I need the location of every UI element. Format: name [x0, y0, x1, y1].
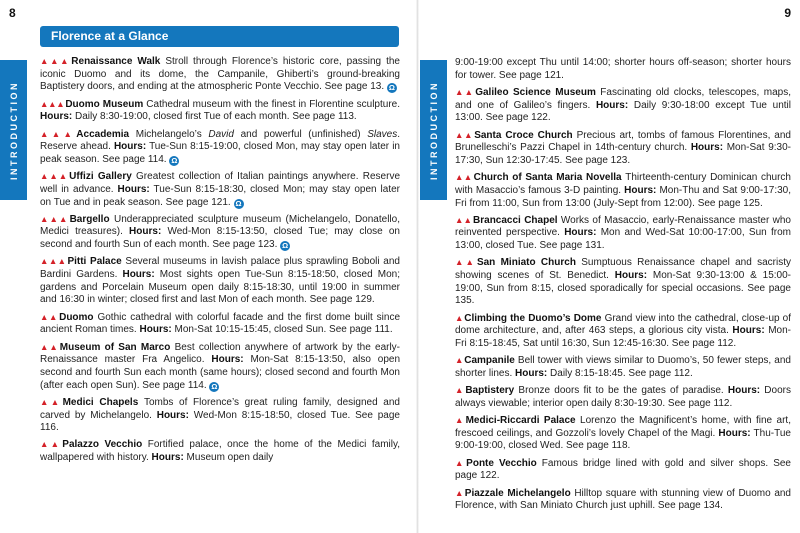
rating-triangles-icon: ▲▲▲ — [40, 213, 69, 224]
rating-triangles-icon: ▲ — [455, 415, 465, 426]
hours-label: Hours: — [727, 385, 761, 397]
section-header: Florence at a Glance — [40, 26, 399, 47]
hours-label: Hours: — [122, 269, 155, 281]
audio-tour-headphones-icon: Ω — [211, 381, 218, 391]
rating-triangles-icon: ▲▲▲ — [40, 98, 65, 109]
entry-text: Lorenzo the Magnificent’s home, with fine art, frescoed ceilings, and Gozzoli’s lovely Chapel of the Magi. — [455, 415, 791, 439]
sight-name: Renaissance Walk — [71, 56, 166, 67]
chapter-tab-left — [0, 60, 27, 200]
sight-entry — [40, 55, 400, 94]
rating-triangles-icon: ▲▲ — [40, 396, 62, 407]
rating-triangles-icon: ▲ — [455, 355, 464, 366]
rating-triangles-icon: ▲▲ — [455, 214, 473, 225]
entry-text: Tue-Sun 8:15-19:00, closed Mon, may stay open later in peak season. See page 114. — [40, 141, 400, 165]
rating-triangles-icon: ▲▲ — [40, 439, 62, 450]
sight-entry — [40, 213, 400, 252]
entry-text: Works of Masaccio, early-Renaissance master who reinvented perspective. — [455, 214, 791, 239]
entry-text: Daily 8:30-19:00, closed first Tue of each month. See page 113. — [72, 111, 357, 123]
audio-tour-headphones-icon: Ω — [282, 241, 289, 251]
chapter-tab-right — [420, 60, 447, 200]
entry-text: . Reserve ahead. — [40, 128, 400, 153]
entry-text: Several museums in lavish palace plus sprawling Boboli and Bardini Gardens. — [40, 256, 400, 281]
sight-name: Brancacci Chapel — [473, 214, 561, 226]
hours-label: Hours: — [690, 142, 724, 154]
hours-label: Hours: — [515, 367, 548, 379]
sight-entry — [455, 256, 791, 308]
sight-name: Museum of San Marco — [59, 341, 175, 353]
hours-label: Hours: — [564, 227, 597, 239]
sight-name: Church of Santa Maria Novella — [473, 172, 626, 184]
sight-entry — [40, 128, 400, 167]
entry-text: Fascinating old clocks, telescopes, maps, and one of Galileo’s fingers. — [455, 86, 791, 111]
entry-text: Daily 8:15-18:45. See page 112. — [547, 367, 693, 379]
hours-label: Hours: — [151, 452, 184, 464]
entry-text: Grand view into the cathedral, close-up of dome architecture, and, after 463 steps, a glorious city vista. — [455, 312, 791, 337]
sight-entry — [455, 384, 791, 410]
hours-label: Hours: — [595, 99, 629, 111]
hours-label: Hours: — [40, 111, 73, 123]
sight-entry — [40, 311, 400, 337]
entry-text: Wed-Mon 8:15-13:50, closed Tue; may close on second and fourth Sun of each month. See page 123. — [40, 226, 400, 251]
sight-entry — [455, 312, 791, 351]
audio-tour-headphones-icon: Ω — [388, 83, 395, 93]
entry-text: Precious art, tombs of famous Florentines, and Brunelleschi’s Pazzi Chapel in 14th-century church. — [455, 129, 791, 154]
hours-label: Hours: — [113, 141, 147, 153]
entry-text: and powerful (unfinished) — [233, 128, 368, 140]
entry-text: Hilltop square with stunning view of Duomo and Florence, with San Miniato Church just uphill. See page 134. — [455, 487, 791, 512]
hours-label: Hours: — [117, 183, 150, 195]
page-gutter — [416, 0, 419, 533]
sight-entry — [40, 255, 400, 307]
sight-entry — [455, 171, 791, 210]
sight-name: Accademia — [76, 128, 136, 140]
hours-label: Hours: — [614, 270, 648, 282]
sight-entry — [40, 396, 400, 435]
entry-text: Gothic cathedral with colorful facade and the first dome built since ancient Roman times. — [40, 311, 400, 336]
entry-text: David — [208, 128, 234, 140]
sight-name: Baptistery — [465, 385, 519, 397]
rating-triangles-icon: ▲▲▲ — [40, 171, 69, 182]
hours-label: Hours: — [624, 184, 657, 196]
hours-label: Hours: — [129, 226, 162, 238]
sight-name: Medici-Riccardi Palace — [465, 415, 581, 427]
sight-name: Pitti Palace — [67, 256, 126, 268]
rating-triangles-icon: ▲▲ — [40, 311, 59, 322]
hours-label: Hours: — [718, 427, 751, 439]
entry-text: Underappreciated sculpture museum (Michelangelo, Donatello, Medici treasures). — [40, 213, 400, 238]
sight-entry — [40, 98, 400, 124]
entry-text: Bronze doors fit to be the gates of paradise. — [518, 385, 728, 397]
entry-text: Tue-Sun 8:15-18:30, closed Mon; may stay open later on Tue and in peak season. See page 121. — [40, 183, 400, 208]
entry-text: Wed-Mon 8:15-18:50, closed Tue. See page 116. — [40, 409, 400, 434]
sight-name: San Miniato Church — [476, 257, 582, 269]
rating-triangles-icon: ▲▲ — [455, 129, 474, 140]
audio-tour-headphones-icon: Ω — [235, 198, 242, 208]
entry-text: Doors always viewable; interior open daily 8:30-19:30. See page 112. — [455, 385, 791, 409]
entry-text: Slaves — [367, 128, 398, 140]
rating-triangles-icon: ▲ — [455, 487, 464, 498]
sight-name: Ponte Vecchio — [466, 457, 542, 469]
sight-entry — [455, 86, 791, 125]
rating-triangles-icon: ▲▲▲ — [40, 256, 67, 267]
sight-entry — [40, 438, 400, 464]
rating-triangles-icon: ▲▲▲ — [40, 56, 71, 66]
sight-name: Galileo Science Museum — [475, 86, 601, 98]
sight-name: Piazzale Michelangelo — [464, 487, 575, 499]
rating-triangles-icon: ▲▲ — [455, 86, 475, 97]
entry-text: Mon-Sat 8:15-13:50, also open second and fourth Sun each month (same hours); closed second and fourth Mon (after each open Sun). See page 114. — [40, 354, 400, 391]
entry-text: Most sights open Tue-Sun 8:15-18:50, closed Mon; gardens and Porcelain Museum open daily 8:15-18:30, until 19:00 in summer and 16:30 in winter; closed first and last Mon of each month. See page 129. — [40, 269, 400, 306]
entry-text: Mon-Thu and Sat 9:00-17:30, Fri from 11:00, Sun from 13:00 (July-Sept from 12:00). See page 125. — [455, 184, 791, 209]
sight-entry — [455, 457, 791, 483]
rating-triangles-icon: ▲▲ — [40, 341, 59, 352]
sight-entry — [455, 129, 791, 168]
entry-text: Mon-Fri 8:15-18:45, Sat until 16:30, Sun 12:45-16:30. See page 112. — [455, 325, 791, 350]
sight-entry — [455, 414, 791, 453]
page-number-left: 8 — [9, 6, 16, 20]
entry-text: Tombs of Florence’s great ruling family, designed and carved by Michelangelo. — [40, 396, 400, 421]
rating-triangles-icon: ▲ — [455, 457, 466, 468]
entry-text: Greatest collection of Italian paintings anywhere. Reserve well in advance. — [40, 171, 400, 195]
sight-entry — [455, 214, 791, 253]
hours-label: Hours: — [211, 354, 244, 366]
audio-tour-headphones-icon: Ω — [171, 155, 178, 165]
entry-text: Fortified palace, once the home of the Medici family, wallpapered with history. — [40, 439, 400, 464]
sight-entry — [455, 57, 791, 82]
chapter-tab-left-label: INTRODUCTION — [8, 80, 19, 180]
rating-triangles-icon: ▲▲ — [455, 172, 473, 183]
page-number-right: 9 — [784, 6, 791, 20]
entry-text: Best collection anywhere of artwork by the early-Renaissance master Fra Angelico. — [40, 341, 400, 366]
rating-triangles-icon: ▲ — [455, 385, 465, 396]
sight-name: Bargello — [69, 213, 114, 225]
entry-text: Cathedral museum with the finest in Florentine sculpture. — [146, 98, 400, 110]
rating-triangles-icon: ▲ — [455, 312, 464, 323]
sight-name: Uffizi Gallery — [69, 171, 137, 183]
rating-triangles-icon: ▲▲ — [455, 257, 476, 268]
sight-name: Duomo Museum — [65, 98, 147, 110]
sight-name: Santa Croce Church — [474, 129, 577, 141]
left-page-sight-list — [40, 55, 400, 530]
entry-text: Mon-Sat 9:30-17:30, Sun 12:30-17:45. See page 123. — [455, 142, 791, 166]
sight-name: Campanile — [464, 355, 518, 367]
entry-text: Mon-Sat 9:30-13:00 & 15:00-19:00, Sun from 8:15, closed sporadically for special occasions. See page 135. — [455, 270, 791, 307]
entry-text: Bell tower with views similar to Duomo’s, 50 fewer steps, and shorter lines. — [455, 355, 791, 379]
hours-label: Hours: — [732, 325, 765, 337]
rating-triangles-icon: ▲▲▲ — [40, 128, 76, 139]
sight-entry — [40, 341, 400, 393]
entry-text: Famous bridge lined with gold and silver shops. See page 122. — [455, 457, 791, 482]
entry-text: Museum open daily — [183, 452, 274, 464]
entry-text: Stroll through Florence’s historic core, passing the iconic Duomo and its dome, the Campanile, Ghiberti’s ground-breaking Baptistery doors, and ending at the atmospheric Ponte Vecchio. See page 13. — [40, 56, 400, 93]
sight-entry — [40, 170, 400, 209]
sight-name: Duomo — [59, 311, 98, 323]
entry-text: Sumptuous Renaissance chapel and sacristy showing scenes of St. Benedict. — [455, 257, 791, 282]
entry-text: Thirteenth-century Dominican church with Masaccio’s famous 3-D painting. — [455, 172, 791, 196]
hours-label: Hours: — [139, 324, 172, 336]
entry-text: 9:00-19:00 except Thu until 14:00; shorter hours off-season; shorter hours for tower. See page 121. — [455, 57, 791, 81]
hours-label: Hours: — [156, 409, 189, 421]
entry-text: Daily 9:30-18:00 except Tue until 13:00. See page 122. — [455, 99, 791, 124]
entry-text: Michelangelo’s — [135, 128, 209, 140]
sight-name: Climbing the Duomo’s Dome — [464, 312, 605, 324]
sight-entry — [455, 354, 791, 380]
sight-entry — [455, 487, 791, 513]
entry-text: Thu-Tue 9:00-19:00, closed Wed. See page 118. — [455, 427, 791, 452]
entry-text: Mon-Sat 10:15-15:45, closed Sun. See page 111. — [171, 324, 393, 336]
right-page-sight-list — [455, 57, 791, 530]
entry-text: Mon and Wed-Sat 10:00-17:00, Sun from 13:00, closed Tue. See page 131. — [455, 227, 791, 252]
chapter-tab-right-label: INTRODUCTION — [428, 80, 439, 180]
sight-name: Medici Chapels — [62, 396, 144, 408]
sight-name: Palazzo Vecchio — [62, 439, 148, 451]
